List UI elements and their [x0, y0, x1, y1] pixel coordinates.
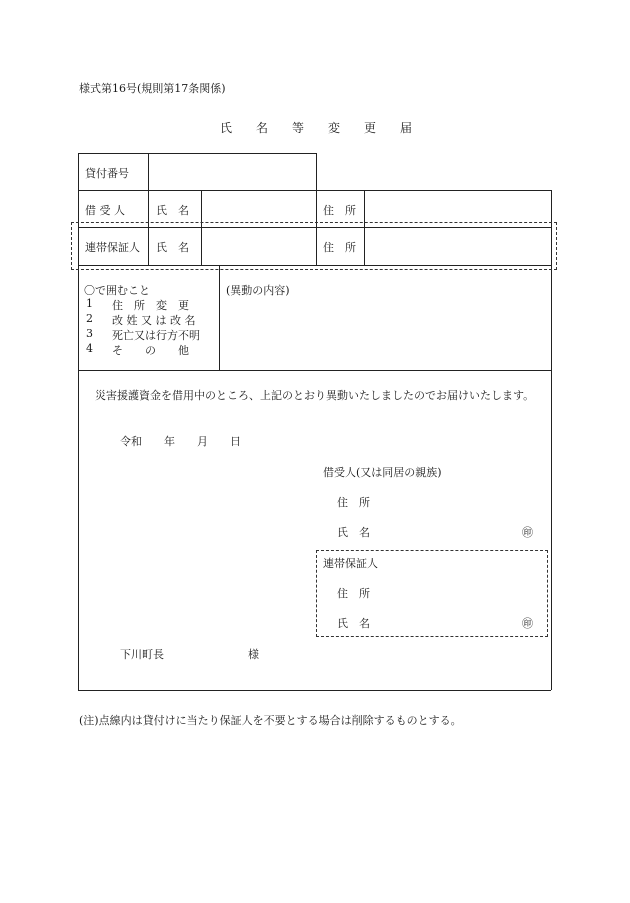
borrower-sign-name-label: 氏 名 [337, 526, 370, 539]
change-details-field[interactable] [224, 298, 546, 366]
option-death-missing[interactable]: 死亡又は行方不明 [112, 329, 200, 342]
option-address-change[interactable]: 住 所 変 更 [112, 299, 189, 312]
guarantor-name-field[interactable] [205, 232, 313, 260]
borrower-seal-icon: ㊞ [522, 526, 533, 539]
guarantor-name-label: 氏 名 [156, 241, 189, 254]
borrower-name-label: 氏 名 [156, 204, 189, 217]
borrower-label: 借 受 人 [85, 204, 125, 217]
option-num-2: 2 [86, 312, 93, 325]
guarantor-seal-icon: ㊞ [522, 617, 533, 630]
borrower-sign-address-label: 住 所 [337, 496, 370, 509]
guarantor-address-field[interactable] [368, 232, 548, 260]
guarantor-sign-name-label: 氏 名 [337, 617, 370, 630]
guarantor-sign-address-label: 住 所 [337, 587, 370, 600]
option-num-1: 1 [86, 297, 93, 310]
borrower-address-field[interactable] [368, 195, 548, 223]
option-name-change[interactable]: 改 姓 又 は 改 名 [112, 314, 196, 327]
change-details-label: (異動の内容) [226, 284, 290, 297]
page-title: 氏 名 等 変 更 届 [220, 121, 413, 135]
declaration-text: 災害援護資金を借用中のところ、上記のとおり異動いたしましたのでお届けいたします。 [95, 389, 535, 402]
addressee: 下川町長 [120, 648, 164, 661]
loan-number-label: 貸付番号 [85, 167, 129, 180]
option-other[interactable]: そ の 他 [112, 344, 189, 357]
guarantor-label: 連帯保証人 [85, 241, 140, 254]
guarantor-sign-heading: 連帯保証人 [323, 557, 378, 570]
honorific: 様 [248, 648, 259, 661]
option-num-4: 4 [86, 342, 93, 355]
loan-number-field[interactable] [155, 165, 310, 183]
form-number: 様式第16号(規則第17条関係) [79, 82, 226, 95]
borrower-address-label: 住 所 [323, 204, 356, 217]
date-line[interactable]: 令和 年 月 日 [120, 435, 241, 448]
footnote: (注)点線内は貸付けに当たり保証人を不要とする場合は削除するものとする。 [79, 714, 462, 727]
borrower-name-field[interactable] [205, 195, 313, 223]
guarantor-address-label: 住 所 [323, 241, 356, 254]
option-num-3: 3 [86, 327, 93, 340]
borrower-sign-heading: 借受人(又は同居の親族) [323, 466, 442, 479]
options-heading: 〇で囲むこと [84, 284, 150, 297]
